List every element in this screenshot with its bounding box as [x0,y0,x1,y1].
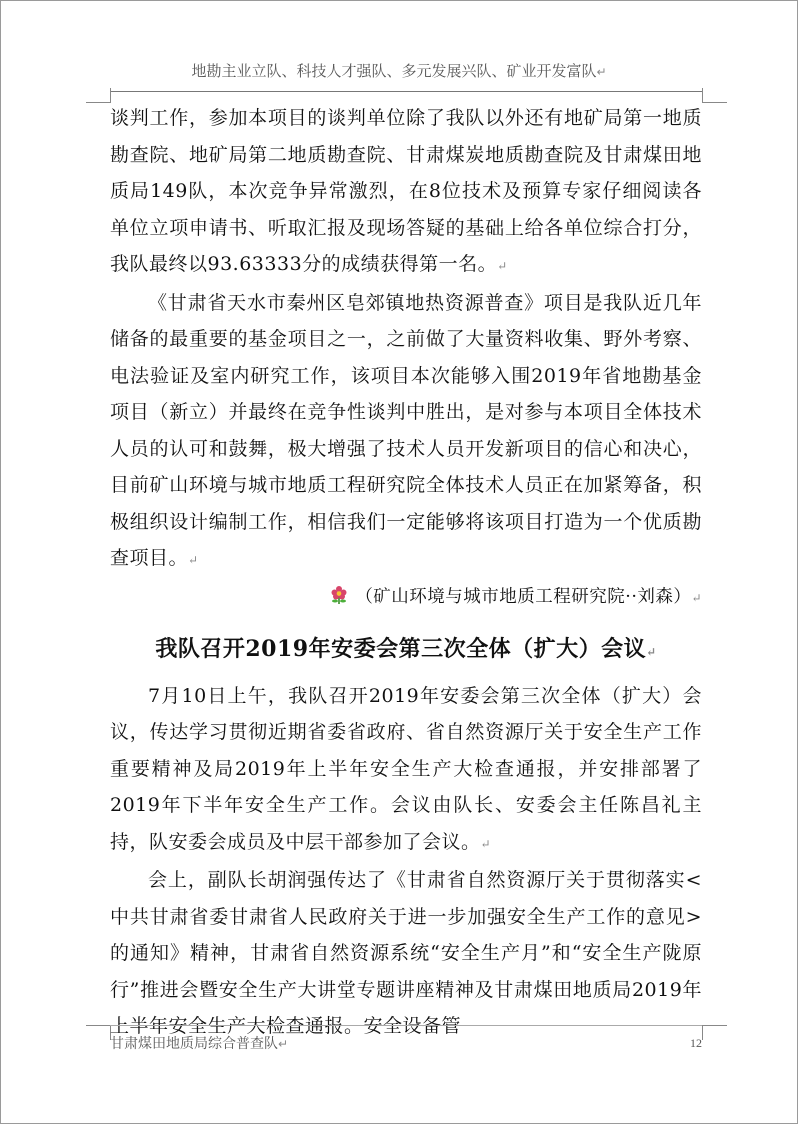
paragraph [110,285,702,579]
margin-corner-mark [702,88,727,103]
paragraph-mark-icon: ↵ [188,553,199,567]
paragraph-text: 7月10日上午，我队召开2019年安委会第三次全体（扩大）会议，传达学习贯彻近期省委省政府、省自然资源厅关于安全生产工作重要精神及局2019年上半年安全生产大检查通报，并安排部署了2019年下半年安全生产工作。会议由队长、安委会主任陈昌礼主持，队安委会成员及中层干部参加了会议。 [110,684,702,853]
header-text: 地勘主业立队、科技人才强队、多元发展兴队、矿业开发富队 [191,62,597,80]
paragraph [110,862,702,1045]
signature-line [110,579,702,618]
margin-corner-mark [86,1025,111,1040]
paragraph-mark-icon: ↵ [497,259,508,273]
footer-org: 甘肃煤田地质局综合普查队 [110,1036,278,1052]
paragraph-mark-icon: ↵ [691,590,702,605]
paragraph-text: 《甘肃省天水市秦州区皂郊镇地热资源普查》项目是我队近几年储备的最重要的基金项目之一，之前做了大量资料收集、野外考察、电法验证及室内研究工作，该项目本次能够入围2019年省地勘基金项目（新立）并最终在竞争性谈判中胜出，是对参与本项目全体技术人员的认可和鼓舞，极大增强了技术人员开发新项目的信心和决心，目前矿山环境与城市地质工程研究院全体技术人员正在加紧筹备，积极组织设计编制工作，相信我们一定能够将该项目打造为一个优质勘查项目。 [110,291,702,569]
paragraph [110,100,702,285]
paragraph-text: 谈判工作，参加本项目的谈判单位除了我队以外还有地矿局第一地质勘查院、地矿局第二地质勘查院、甘肃煤炭地质勘查院及甘肃煤田地质局149队，本次竞争异常激烈，在8位技术及预算专家仔细阅读各单位立项申请书、听取汇报及现场答疑的基础上给各单位综合打分，我队最终以93.63333分的成绩获得第一名。 [110,107,702,275]
paragraph-mark-icon: ↵ [596,65,607,79]
page-header [0,60,798,81]
paragraph [110,678,702,863]
paragraph-mark-icon: ↵ [646,644,657,659]
signature-text: （矿山环境与城市地质工程研究院··刘森） [355,586,692,607]
paragraph-mark-icon: ↵ [480,836,492,851]
article-title-text: 我队召开2019年安委会第三次全体（扩大）会议 [155,635,647,662]
flower-icon [329,582,349,618]
header-rule [110,91,702,92]
paragraph-mark-icon: ↵ [278,1037,289,1051]
page-number: 12 [690,1036,702,1050]
paragraph-text: 会上，副队长胡润强传达了《甘肃省自然资源厅关于贯彻落实<中共甘肃省委甘肃省人民政府关于进一步加强安全生产工作的意见>的通知》精神，甘肃省自然资源系统“安全生产月”和“安全生产陇原行”推进会暨安全生产大讲堂专题讲座精神及甘肃煤田地质局2019年上半年安全生产大检查通报。安全设备管 [110,869,702,1037]
article-title [110,631,702,670]
page-footer [110,1033,288,1053]
margin-corner-mark [86,88,111,103]
document-body [110,100,702,1045]
footer-rule [110,1025,702,1026]
margin-corner-mark [702,1025,727,1040]
